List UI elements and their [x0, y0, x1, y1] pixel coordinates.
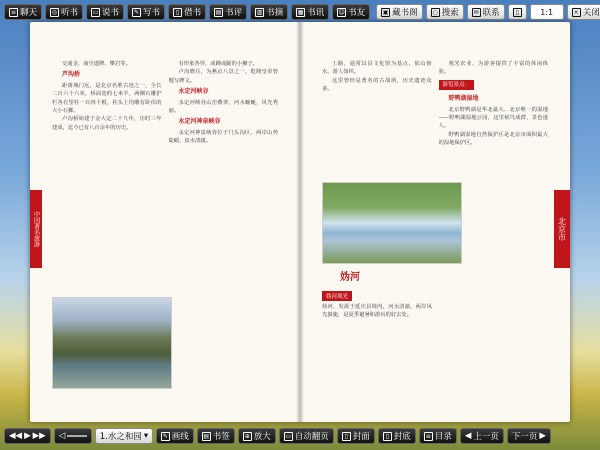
- search-button[interactable]: ○ 搜索: [426, 4, 464, 20]
- excerpt-icon: ▥: [256, 8, 263, 16]
- volume-slider[interactable]: [54, 428, 92, 444]
- draw-line-button[interactable]: ✎ 画线: [156, 428, 194, 444]
- book-spine: [296, 22, 304, 422]
- auto-flip-icon: ▭: [285, 432, 292, 440]
- excerpt-button[interactable]: ▥ 书摘: [250, 4, 288, 20]
- close-button[interactable]: × 关闭: [567, 4, 600, 20]
- section-heading: 芦沟桥: [62, 71, 81, 79]
- close-icon: ×: [573, 8, 579, 16]
- collection-icon: ▣: [382, 8, 389, 16]
- rewind-icon: ◀◀: [9, 431, 23, 441]
- river-photo: [322, 182, 462, 264]
- right-page: [300, 22, 570, 422]
- back-cover-icon: ▯: [383, 432, 392, 441]
- zoom-in-button[interactable]: ⊕ 放大: [238, 428, 276, 444]
- speak-icon: ▭: [92, 8, 99, 16]
- river-section: [322, 288, 432, 320]
- paragraph: 卢沟桥始建于金大定二十九年，历时三年建成，迄今已有八百余年的历史。: [52, 116, 162, 131]
- left-side-tab: 中国著名旅游: [30, 190, 42, 268]
- write-button[interactable]: ✎ 写书: [127, 4, 165, 20]
- section-text: 妫河，发源于延庆县境内，河水清澈，两岸风光旖旎，是夏季避暑和游玩的好去处。: [322, 304, 432, 319]
- canyon-photo: [52, 297, 172, 389]
- forward-icon: ▶▶: [32, 431, 46, 441]
- paragraph: 这里曾经是著名的古战场，历史遗迹众多。: [322, 77, 432, 93]
- paragraph: 卢沟晓月，为燕京八景之一，乾隆皇帝曾题写碑文。: [168, 69, 278, 84]
- play-icon: ▶: [24, 431, 31, 441]
- headphone-icon: ◎: [51, 8, 58, 16]
- paragraph: 交通金、商空道牌、攀岩等。: [62, 61, 131, 67]
- friends-button[interactable]: ☺ 书友: [332, 4, 370, 20]
- chapter-select[interactable]: 1.水之和园 ▾: [95, 428, 153, 444]
- paragraph: 观光农业，为游客提供了丰富的休闲体验。: [438, 61, 548, 76]
- volume-icon: ◁: [58, 431, 66, 441]
- volume-track: [67, 435, 86, 437]
- review-icon: ▤: [215, 8, 222, 16]
- friends-icon: ☺: [338, 8, 345, 16]
- open-book: [30, 22, 570, 422]
- bottom-toolbar: [0, 424, 600, 448]
- next-page-button[interactable]: 下一页 ▶: [507, 428, 551, 444]
- single-page-button[interactable]: [508, 4, 527, 20]
- left-page: [30, 22, 300, 422]
- magnifier-icon: ⊕: [244, 432, 250, 440]
- zoom-ratio[interactable]: 1:1: [530, 4, 564, 20]
- listen-button[interactable]: ◎ 听书: [45, 4, 83, 20]
- left-column-2: [169, 60, 279, 412]
- chevron-down-icon: ▾: [143, 431, 149, 441]
- top-toolbar: [0, 2, 600, 22]
- section-badge: 游览景点：: [439, 80, 475, 90]
- paragraph: 野鸭湖湿地自然保护区是北京市面积最大的湿地保护区。: [438, 131, 548, 147]
- paragraph: 距离城门远，是北京名胜古迹之一，全长二百六十六米，桥面宽约七米半，两侧石雕护栏各有望柱一百四十根，柱头上均雕有卧伏的大小石狮。: [52, 82, 162, 115]
- section-heading: 野鸭湖湿地: [448, 95, 479, 103]
- section-heading: 永定河峡谷: [178, 88, 209, 96]
- search-icon: ○: [432, 8, 438, 16]
- cover-icon: ▯: [342, 432, 351, 441]
- contents-button[interactable]: ≡ 目录: [419, 428, 457, 444]
- prev-icon: ◀: [464, 431, 472, 441]
- speak-button[interactable]: ▭ 说书: [86, 4, 124, 20]
- news-icon: ▦: [297, 8, 304, 16]
- right-side-tab: 北京市: [554, 190, 570, 268]
- chat-icon: ≡: [10, 8, 17, 16]
- page-icon: ▯: [513, 8, 522, 17]
- contact-icon: ✉: [473, 8, 479, 16]
- paragraph: 永定河神泉峡谷位于门头沟区，两岸山势陡峭，泉水清澈。: [168, 129, 278, 145]
- photo-caption: 妫河: [340, 272, 360, 283]
- prev-page-button[interactable]: ◀ 上一页: [460, 428, 504, 444]
- paragraph: 北京野鸭湖是华北最大、北京唯一的湿地——野鸭湖湿地公园，这里候鸟成群，景色迷人。: [438, 106, 548, 130]
- pen-icon: ✎: [162, 432, 168, 440]
- bookmark-icon: ▤: [203, 432, 210, 440]
- contents-icon: ≡: [425, 432, 431, 440]
- cover-button[interactable]: ▯ 封面: [337, 428, 375, 444]
- section-heading: 永定河神泉峡谷: [178, 118, 221, 126]
- back-cover-button[interactable]: ▯ 封底: [378, 428, 416, 444]
- pen-icon: ✎: [134, 8, 140, 16]
- section-badge: 妫河观光: [322, 291, 352, 301]
- review-button[interactable]: ▤ 书评: [209, 4, 247, 20]
- borrow-button[interactable]: ▯ 借书: [168, 4, 206, 20]
- book-icon: ▯: [173, 8, 182, 17]
- next-icon: ▶: [539, 431, 546, 441]
- news-button[interactable]: ▦ 书讯: [291, 4, 329, 20]
- play-button[interactable]: [4, 428, 51, 444]
- chat-button[interactable]: ≡ 聊天: [4, 4, 42, 20]
- bookmark-button[interactable]: ▤ 书签: [197, 428, 235, 444]
- paragraph: 有形象各异、或蹲或踞的小狮子。: [178, 61, 258, 67]
- auto-flip-button[interactable]: ▭ 自动翻页: [279, 428, 334, 444]
- paragraph: 永定河峡谷山峦叠翠，河水蜿蜒，风光秀丽。: [168, 99, 278, 115]
- collection-button[interactable]: ▣ 藏书阁: [376, 4, 423, 20]
- contact-button[interactable]: ✉ 联系: [467, 4, 505, 20]
- paragraph: 土路，通常以县文化馆为基点，依山傍水，游人如织。: [322, 61, 432, 76]
